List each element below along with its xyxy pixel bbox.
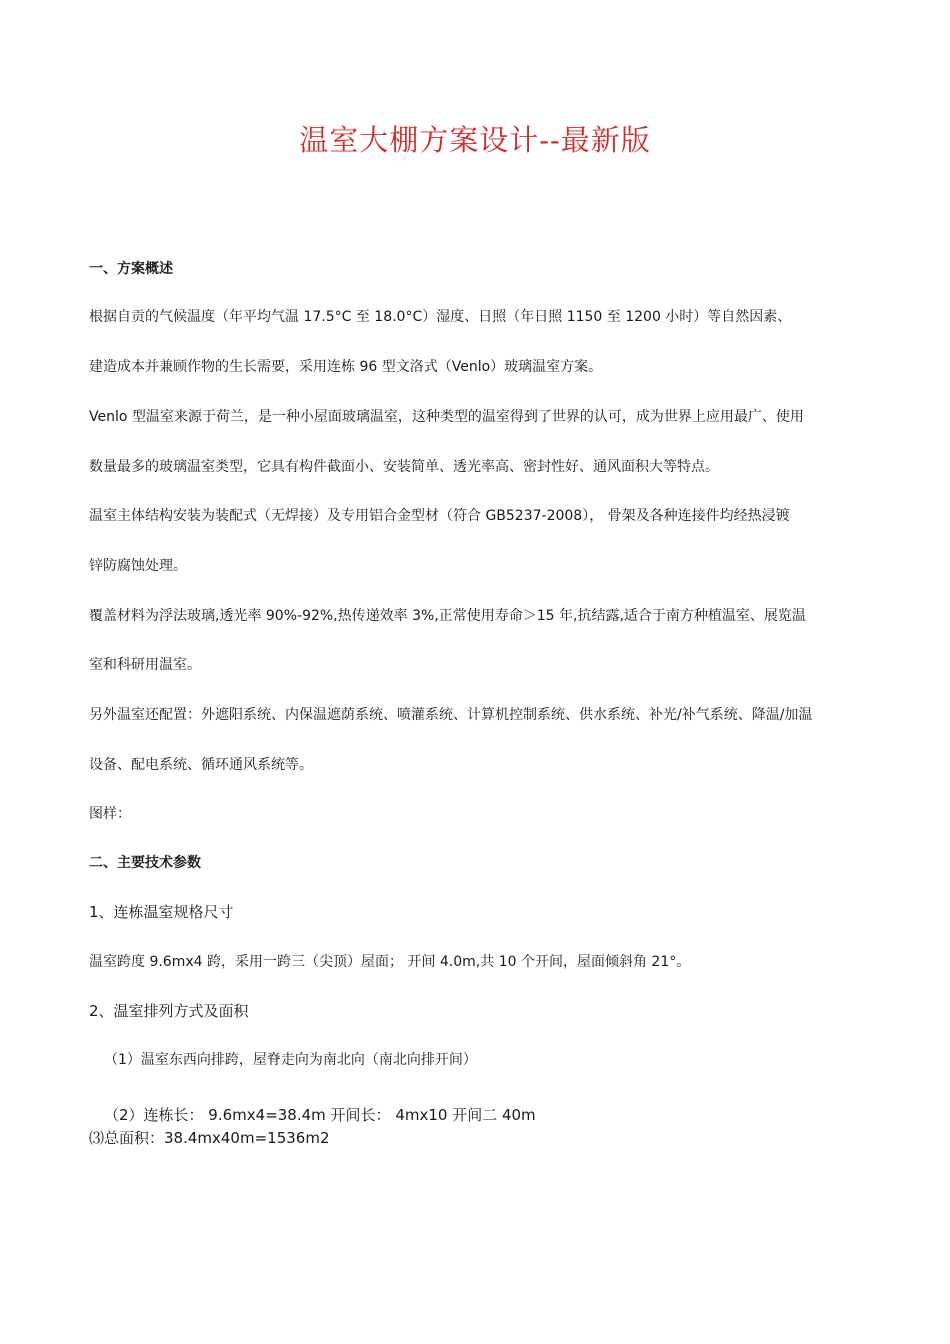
item2-heading: 2、温室排列方式及面积 — [89, 1002, 249, 1020]
paragraph-3-line-1: 温室主体结构安装为装配式（无焊接）及专用铝合金型材（符合 GB5237-2008）， 骨架及各种连接件均经热浸镀 — [89, 508, 790, 524]
paragraph-1-line-1: 根据自贡的气候温度（年平均气温 17.5°C 至 18.0°C）湿度、日照（年日照 1150 至 1200 小时）等自然因素、 — [89, 309, 792, 325]
paragraph-1-line-2: 建造成本并兼顾作物的生长需要，采用连栋 96 型文洛式（Venlo）玻璃温室方案。 — [89, 359, 603, 375]
paragraph-4-line-1: 覆盖材料为浮法玻璃,透光率 90%-92%,热传递效率 3%,正常使用寿命＞15 年,抗结露,适合于南方种植温室、展览温 — [89, 608, 806, 624]
section1-heading: 一、方案概述 — [89, 261, 173, 277]
section2-heading: 二、主要技术参数 — [89, 855, 201, 871]
paragraph-2-line-1: Venlo 型温室来源于荷兰，是一种小屋面玻璃温室，这种类型的温室得到了世界的认可，成为世界上应用最广、使用 — [89, 409, 804, 425]
item2-sub3: ⑶总面积：38.4mx40m=1536m2 — [89, 1129, 330, 1147]
item1-text: 温室跨度 9.6mx4 跨，采用一跨三（尖顶）屋面； 开间 4.0m,共 10 个开间，屋面倾斜角 21°。 — [89, 954, 691, 970]
item1-heading: 1、连栋温室规格尺寸 — [89, 903, 234, 921]
paragraph-5-line-2: 设备、配电系统、循环通风系统等。 — [89, 757, 313, 773]
document-title: 温室大棚方案设计--最新版 — [299, 123, 651, 157]
paragraph-3-line-2: 锌防腐蚀处理。 — [89, 558, 187, 574]
figure-label: 图样： — [89, 806, 131, 822]
paragraph-2-line-2: 数量最多的玻璃温室类型，它具有构件截面小、安装简单、透光率高、密封性好、通风面积大等特点。 — [89, 459, 719, 475]
paragraph-4-line-2: 室和科研用温室。 — [89, 657, 201, 673]
item2-sub2: （2）连栋长： 9.6mx4=38.4m 开间长： 4mx10 开间二 40m — [104, 1106, 536, 1124]
item2-sub1: （1）温室东西向排跨，屋脊走向为南北向（南北向排开间） — [104, 1052, 477, 1068]
paragraph-5-line-1: 另外温室还配置：外遮阳系统、内保温遮荫系统、喷灌系统、计算机控制系统、供水系统、补光/补气系统、降温/加温 — [89, 707, 813, 723]
